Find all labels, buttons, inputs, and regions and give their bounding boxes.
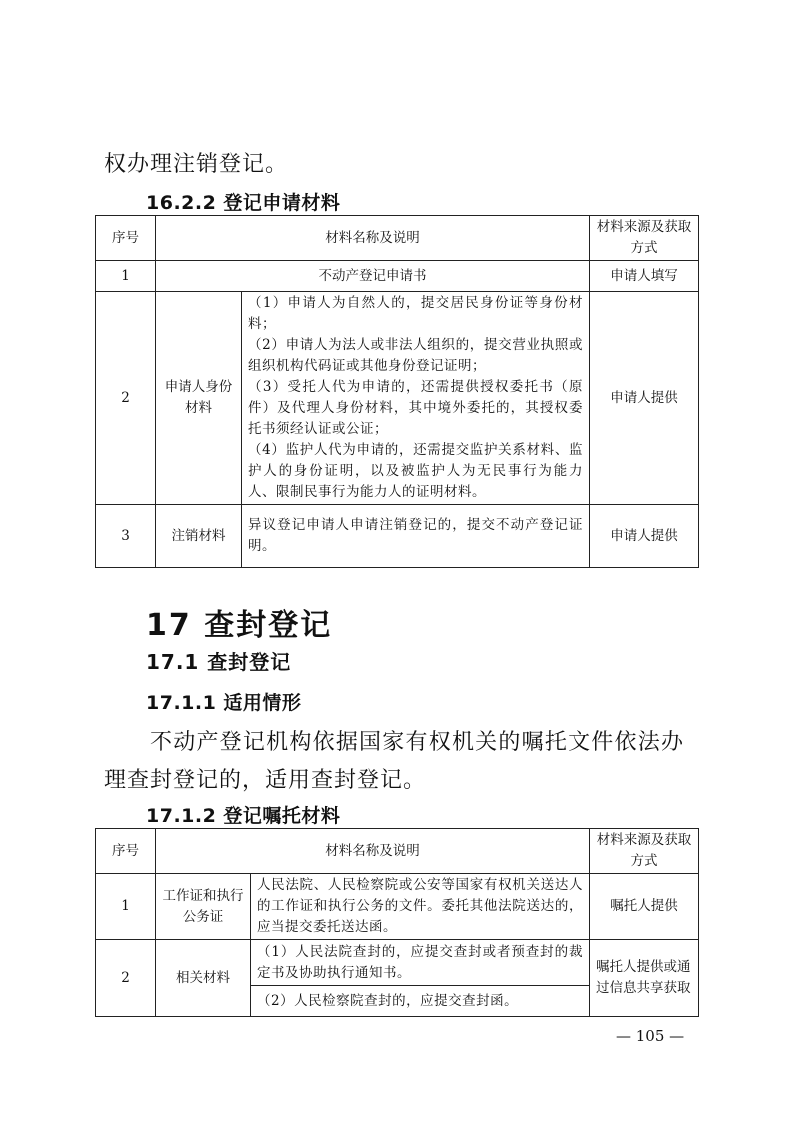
row-no: 1	[96, 261, 156, 292]
row-no: 1	[96, 874, 156, 940]
page-number: — 105 —	[616, 1027, 685, 1045]
row-no: 3	[96, 505, 156, 568]
row-source: 申请人提供	[590, 505, 699, 568]
row-source: 申请人提供	[590, 292, 699, 505]
table-row	[96, 940, 699, 986]
table-header-row	[96, 216, 699, 261]
description-item: （3）受托人代为申请的，还需提供授权委托书（原件）及代理人身份材料，其中境外委托的，其授权委托书须经认证或公证；	[248, 379, 583, 437]
row-no: 2	[96, 940, 156, 1017]
row-source: 申请人填写	[590, 261, 699, 292]
header-no: 序号	[96, 829, 156, 874]
section-heading-16-2-2: 16.2.2 登记申请材料	[146, 192, 341, 214]
header-name: 材料名称及说明	[156, 829, 590, 874]
section-heading-17-1-2: 17.1.2 登记嘱托材料	[146, 805, 341, 827]
row-name: 不动产登记申请书	[156, 261, 590, 292]
header-source: 材料来源及获取方式	[590, 829, 699, 874]
row-name: 相关材料	[156, 940, 251, 1017]
header-no: 序号	[96, 216, 156, 261]
materials-table-16-2-2	[95, 215, 699, 568]
row-description: 人民法院、人民检察院或公安等国家有权机关送达人的工作证和执行公务的文件。委托其他法院送达的，应当提交委托送达函。	[251, 874, 590, 940]
section-heading-17-1-1: 17.1.1 适用情形	[146, 692, 302, 714]
row-description: （2）人民检察院查封的，应提交查封函。	[251, 986, 590, 1017]
table-row	[96, 292, 699, 505]
section-heading-17-1: 17.1 查封登记	[146, 650, 292, 674]
applicability-paragraph: 不动产登记机构依据国家有权机关的嘱托文件依法办理查封登记的，适用查封登记。	[104, 730, 684, 793]
header-source: 材料来源及获取方式	[590, 216, 699, 261]
row-description	[242, 292, 590, 505]
table-header-row	[96, 829, 699, 874]
chapter-heading-17: 17 查封登记	[146, 608, 333, 643]
description-item: （2）申请人为法人或非法人组织的，提交营业执照或组织机构代码证或其他身份登记证明；	[248, 337, 583, 374]
header-name: 材料名称及说明	[156, 216, 590, 261]
row-name: 申请人身份材料	[156, 292, 242, 505]
table-row	[96, 505, 699, 568]
materials-table-17-1-2	[95, 828, 699, 1017]
row-source: 嘱托人提供	[590, 874, 699, 940]
table-row	[96, 874, 699, 940]
continuation-text: 权办理注销登记。	[104, 152, 289, 177]
description-item: （4）监护人代为申请的，还需提交监护关系材料、监护人的身份证明，以及被监护人为无民事行为能力人、限制民事行为能力人的证明材料。	[248, 442, 583, 500]
row-name: 注销材料	[156, 505, 242, 568]
row-description: 异议登记申请人申请注销登记的，提交不动产登记证明。	[242, 505, 590, 568]
description-item: （1）申请人为自然人的，提交居民身份证等身份材料；	[248, 295, 583, 332]
row-no: 2	[96, 292, 156, 505]
row-source: 嘱托人提供或通过信息共享获取	[590, 940, 699, 1017]
row-name: 工作证和执行公务证	[156, 874, 251, 940]
table-row	[96, 261, 699, 292]
row-description: （1）人民法院查封的，应提交查封或者预查封的裁定书及协助执行通知书。	[251, 940, 590, 986]
